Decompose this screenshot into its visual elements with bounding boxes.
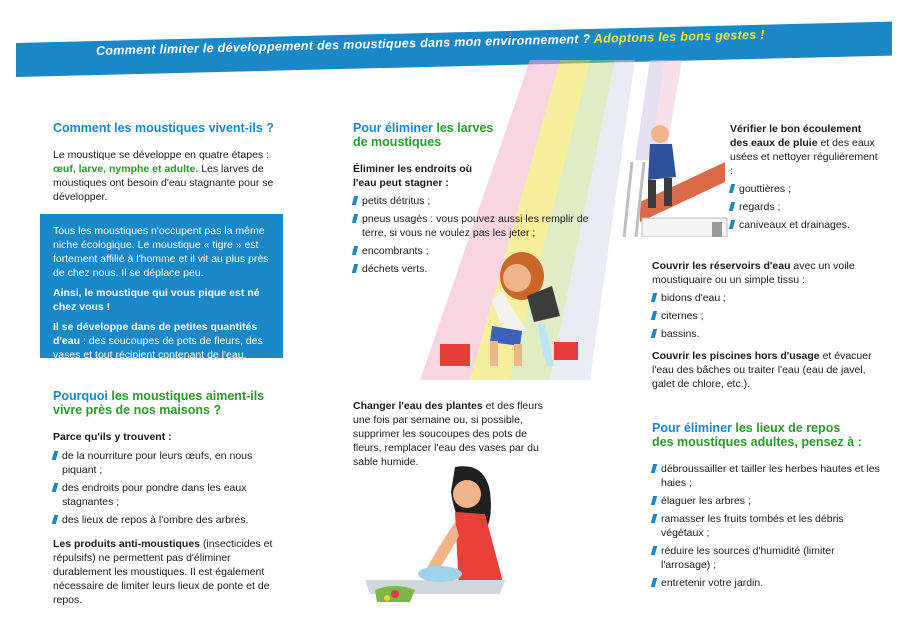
gutters-rest: et des eaux usées et nettoyer régulièrement :: [730, 137, 878, 177]
list-item: [730, 200, 880, 214]
pool-paragraph: [652, 349, 880, 391]
list-item: [652, 544, 880, 572]
stagnant-water-subheading: Éliminer les endroits où l'eau peut stagner :: [353, 163, 473, 189]
gutters-paragraph: [730, 122, 880, 178]
heading-how-mosquitoes-live: Comment les moustiques vivent-ils ?: [53, 121, 274, 135]
stages-intro: Le moustique se développe en quatre étapes :: [53, 149, 269, 161]
list-item: [730, 218, 880, 232]
bullet-icon: [52, 515, 58, 524]
cover-rest: avec un voile moustiquaire ou un simple tissu :: [652, 260, 855, 286]
box-paragraph-3: [53, 320, 271, 362]
change-water-rest: et des fleurs une fois par semaine ou, si possible, supprimer les soucoupes des pots de fleurs, remplacer l'eau des vases par du sable humide.: [353, 400, 543, 468]
woman-at-sink-illustration: [355, 462, 545, 612]
left-column-lower: [53, 389, 281, 607]
larvae-heading-b: les larves: [436, 121, 494, 135]
item-text: gouttières ;: [739, 183, 791, 195]
item-text: caniveaux et drainages.: [739, 219, 850, 231]
box-paragraph-1: Tous les moustiques n'occupent pas la même niche écologique. Le moustique « tigre » est fortement affilié à l'homme et il vit au plus près de chez nous. Il se déplace peu.: [53, 225, 269, 279]
heading-why-near-homes: [53, 389, 281, 417]
list-item: [652, 309, 880, 323]
item-text: bidons d'eau ;: [661, 292, 727, 304]
gutters-list: [730, 182, 880, 232]
rest-heading-a: Pour éliminer: [652, 421, 732, 435]
right-column-rest: [652, 421, 880, 594]
box-p3-bold: Il se développe dans de petites quantités d'eau: [53, 321, 258, 347]
bullet-icon: [352, 246, 358, 255]
list-item: [652, 462, 880, 490]
larvae-text: Les larves de moustiques ont besoin d'eau stagnante pour se développer.: [53, 163, 274, 203]
change-water-block: [353, 399, 553, 469]
bullet-icon: [729, 184, 735, 193]
larvae-heading-c: de moustiques: [353, 135, 442, 149]
list-item: [730, 182, 880, 196]
bullet-icon: [52, 483, 58, 492]
bullet-icon: [651, 496, 657, 505]
list-item: [353, 194, 593, 208]
cover-list: [652, 291, 880, 341]
item-text: regards ;: [739, 201, 781, 213]
item-text: élaguer les arbres ;: [661, 495, 751, 507]
item-text: déchets verts.: [362, 263, 428, 275]
larvae-heading-a: Pour éliminer: [353, 121, 433, 135]
products-paragraph: [53, 537, 281, 607]
rest-heading-c: des moustiques adultes, pensez à :: [652, 435, 862, 449]
item-text: débroussailler et tailler les herbes hautes et les haies ;: [661, 463, 880, 489]
right-column-gutters: [730, 122, 880, 236]
tiger-mosquito-box: [40, 214, 283, 361]
heading-eliminate-resting-places: [652, 421, 880, 449]
banner-question: Comment limiter le développement des moustiques dans mon environnement ?: [95, 31, 591, 58]
heading2-part-b: les moustiques aiment-ils: [111, 389, 265, 403]
bullet-icon: [651, 546, 657, 555]
bullet-icon: [729, 202, 735, 211]
bullet-icon: [651, 293, 657, 302]
item-text: encombrants ;: [362, 245, 429, 257]
stages-list: œuf, larve, nymphe et adulte.: [53, 163, 199, 175]
change-water-bold: Changer l'eau des plantes: [353, 400, 483, 412]
left-column: [53, 121, 281, 204]
list-item: [53, 449, 281, 477]
box-p3-rest: : des soucoupes de pots de fleurs, des vases et tout récipient contenant de l'eau.: [53, 335, 263, 361]
item-text: pneus usagés : vous pouvez aussi les remplir de terre, si vous ne voulez pas les jeter ;: [362, 213, 589, 239]
list-item: [652, 576, 880, 590]
reasons-title: Parce qu'ils y trouvent :: [53, 431, 172, 443]
bullet-icon: [352, 264, 358, 273]
box-paragraph-2: Ainsi, le moustique qui vous pique est né chez vous !: [53, 287, 260, 313]
bullet-icon: [651, 514, 657, 523]
reason-text: des endroits pour pondre dans les eaux stagnantes ;: [62, 482, 247, 508]
pool-bold: Couvrir les piscines hors d'usage: [652, 350, 820, 362]
item-text: entretenir votre jardin.: [661, 577, 764, 589]
bullet-icon: [52, 451, 58, 460]
man-cleaning-gutter-illustration: [620, 122, 730, 237]
pool-rest: et évacuer l'eau des bâches ou traiter l'eau (eau de javel, galet de chlore, etc.).: [652, 350, 872, 390]
bullet-icon: [352, 196, 358, 205]
gutters-bold: Vérifier le bon écoulement des eaux de pluie: [730, 123, 862, 149]
products-rest: (insecticides et répulsifs) ne permettent pas d'éliminer durablement les moustiques. Il est également nécessaire de limiter leurs lieux de ponte et de repos.: [53, 538, 273, 606]
rest-heading-b: les lieux de repos: [735, 421, 841, 435]
heading2-part-c: vivre près de nos maisons ?: [53, 403, 222, 417]
cover-paragraph: [652, 259, 880, 287]
bullet-icon: [651, 311, 657, 320]
list-item: [652, 512, 880, 540]
item-text: bassins.: [661, 328, 700, 340]
bullet-icon: [651, 578, 657, 587]
list-item: [652, 291, 880, 305]
list-item: [53, 481, 281, 509]
item-text: petits détritus ;: [362, 195, 431, 207]
list-item: [53, 513, 281, 527]
rest-list: [652, 462, 880, 590]
item-text: citernes ;: [661, 310, 704, 322]
products-bold: Les produits anti-moustiques: [53, 538, 201, 550]
girl-emptying-bucket-illustration: [432, 236, 582, 376]
list-item: [652, 494, 880, 508]
heading2-part-a: Pourquoi: [53, 389, 108, 403]
bullet-icon: [352, 214, 358, 223]
reason-text: de la nourriture pour leurs œufs, en nous piquant ;: [62, 450, 253, 476]
reason-text: des lieux de repos à l'ombre des arbres.: [62, 514, 249, 526]
list-item: [652, 327, 880, 341]
bullet-icon: [651, 464, 657, 473]
item-text: réduire les sources d'humidité (limiter l'arrosage) ;: [661, 545, 835, 571]
change-water-paragraph: [353, 399, 553, 469]
bullet-icon: [651, 329, 657, 338]
item-text: ramasser les fruits tombés et les débris végétaux ;: [661, 513, 844, 539]
right-column-cover: [652, 259, 880, 391]
reasons-list: [53, 449, 281, 527]
bullet-icon: [729, 220, 735, 229]
heading-eliminate-larvae: [353, 121, 593, 149]
banner-answer: Adoptons les bons gestes !: [593, 27, 765, 46]
cover-bold: Couvrir les réservoirs d'eau: [652, 260, 791, 272]
intro-paragraph: [53, 148, 281, 204]
